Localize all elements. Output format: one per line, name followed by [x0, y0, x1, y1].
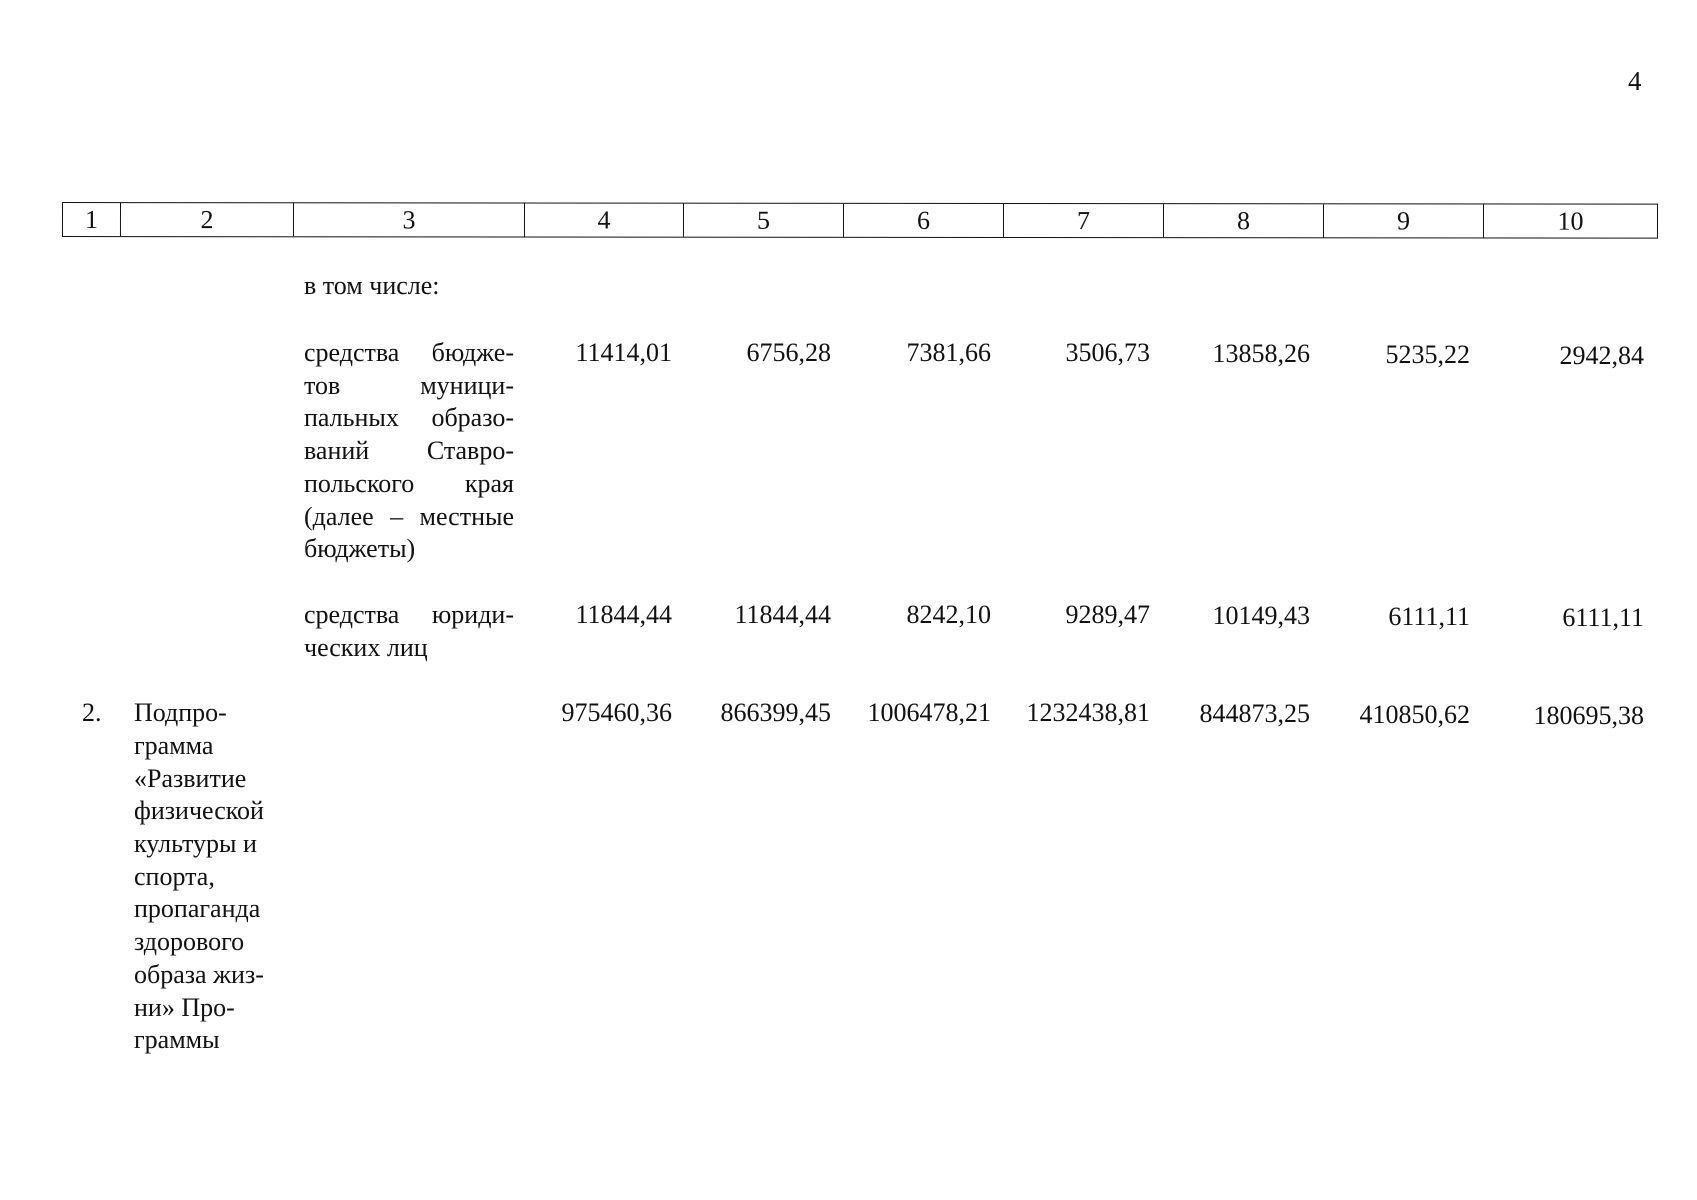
value-col-4: 11414,01: [575, 338, 672, 367]
label-line: пальных образо-: [304, 403, 514, 432]
value-col-10: 6111,11: [1562, 603, 1644, 632]
title-line: спорта,: [134, 862, 215, 891]
title-line: здорового: [134, 927, 245, 956]
title-line: «Развитие: [134, 764, 247, 793]
title-line: грамма: [134, 731, 214, 760]
value-col-7: 3506,73: [1065, 338, 1150, 367]
page-number: 4: [1628, 66, 1642, 96]
value-col-10: 180695,38: [1533, 701, 1644, 730]
column-number: 6: [843, 204, 1003, 237]
value-col-7: 1232438,81: [1026, 698, 1150, 727]
value-col-8: 10149,43: [1212, 601, 1310, 630]
including-label: в том числе:: [304, 271, 440, 300]
value-col-9: 5235,22: [1385, 340, 1470, 369]
label-line: тов муници-: [304, 371, 514, 400]
label-line: ваний Ставро-: [304, 436, 514, 465]
value-col-4: 975460,36: [561, 698, 672, 727]
label-line: польского края: [304, 469, 514, 498]
value-col-10: 2942,84: [1559, 341, 1644, 370]
title-line: граммы: [134, 1025, 220, 1054]
column-number: 9: [1323, 204, 1483, 237]
value-col-8: 13858,26: [1212, 339, 1310, 368]
value-col-9: 410850,62: [1359, 700, 1470, 729]
value-col-8: 844873,25: [1199, 699, 1310, 728]
value-col-9: 6111,11: [1388, 602, 1470, 631]
column-number: 5: [683, 204, 843, 237]
value-col-7: 9289,47: [1065, 600, 1150, 629]
value-col-4: 11844,44: [575, 600, 672, 629]
title-line: физической: [134, 796, 264, 825]
label-line: бюджеты): [304, 534, 416, 563]
label-line: средства юриди-: [304, 600, 514, 629]
title-line: ни» Про-: [134, 993, 235, 1022]
column-number: 4: [524, 203, 683, 236]
row-number: 2.: [82, 698, 102, 727]
title-line: Подпро-: [134, 698, 227, 727]
value-col-5: 6756,28: [746, 338, 831, 367]
value-col-5: 866399,45: [720, 698, 831, 727]
value-col-5: 11844,44: [734, 600, 831, 629]
title-line: образа жиз-: [134, 960, 264, 989]
column-number: 8: [1163, 204, 1323, 237]
column-number-header: [62, 202, 1658, 239]
label-line: (далее – местные: [304, 502, 514, 531]
value-col-6: 8242,10: [906, 600, 991, 629]
title-line: культуры и: [134, 829, 257, 858]
column-number: 3: [293, 203, 524, 236]
value-col-6: 1006478,21: [867, 698, 991, 727]
value-col-6: 7381,66: [906, 338, 991, 367]
label-line: ческих лиц: [304, 633, 428, 662]
column-number: 1: [84, 205, 98, 235]
column-number: 10: [1483, 204, 1657, 237]
column-number: 2: [120, 203, 293, 236]
column-number: 7: [1003, 204, 1163, 237]
title-line: пропаганда: [134, 894, 261, 923]
label-line: средства бюдже-: [304, 338, 514, 367]
